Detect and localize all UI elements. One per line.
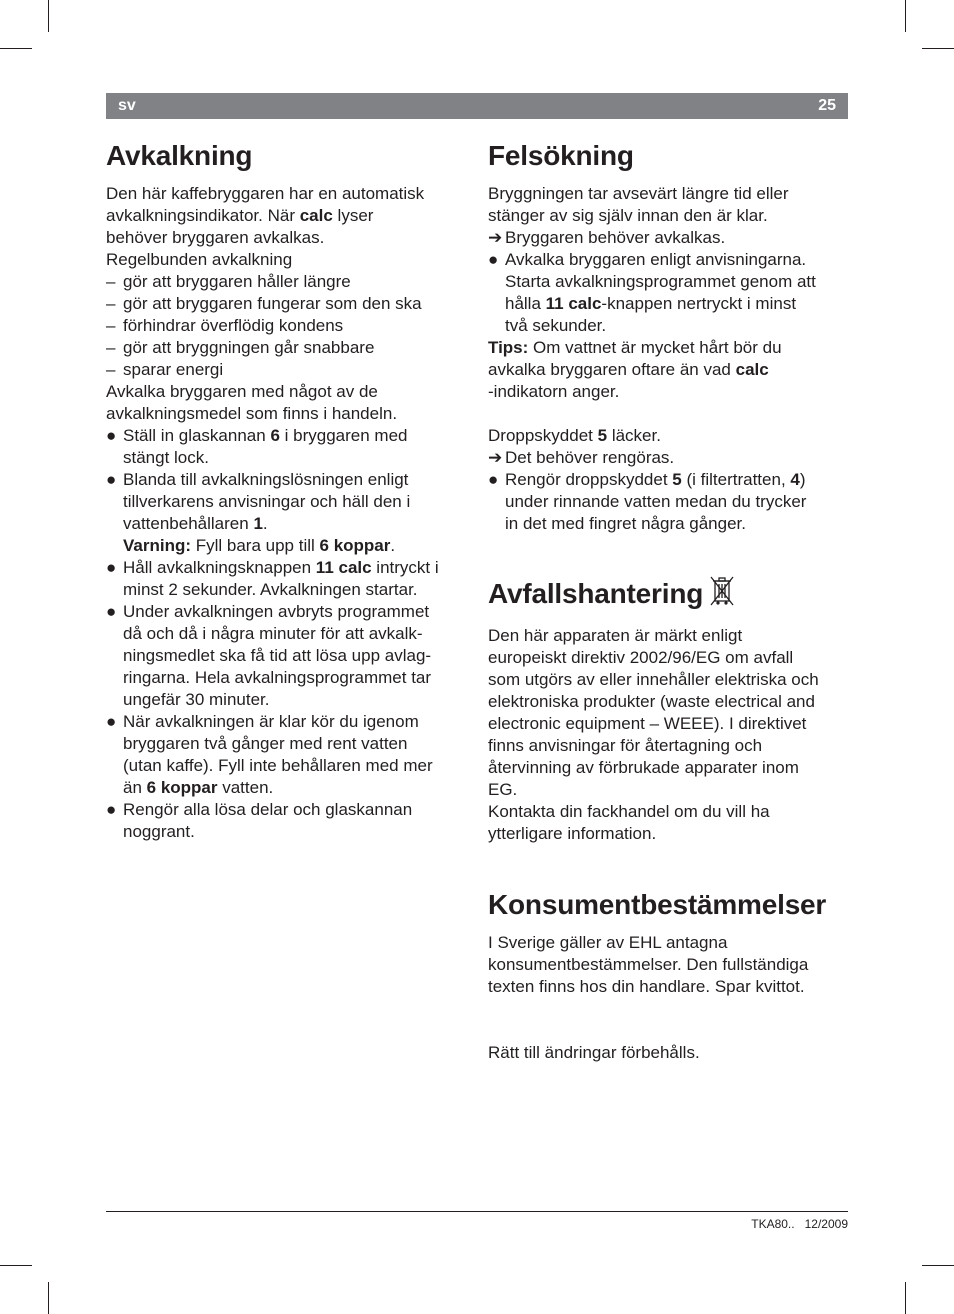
bullet-item: ● Avkalka bryggaren enligt anvisningarna. Starta avkalkningsprogrammet genom att hålla 11 calc-knappen nertryckt i minst två sekunder. [488,250,816,335]
crop-mark [905,0,906,32]
crop-mark [0,1265,32,1266]
text-line: stänger av sig själv innan den är klar. [488,206,768,225]
reservation-note: Rätt till ändringar förbehålls. [488,1043,700,1062]
dash-item: – gör att bryggningen går snabbare [106,338,375,357]
footer [741,1217,848,1231]
text-line: avkalkningsindikator. När calc lyser [106,206,374,225]
text-line: behöver bryggaren avkalkas. [106,228,325,247]
text-line: Bryggningen tar avsevärt längre tid eller [488,184,789,203]
text-line: -indikatorn anger. [488,382,620,401]
crop-mark [922,1265,954,1266]
bullet-item: ● Håll avkalkningsknappen 11 calc intryckt i minst 2 sekunder. Avkalkningen startar. [106,558,439,599]
language-code: sv [118,97,136,114]
avkalkning-body [106,183,470,843]
arrow-item: ➔ Bryggaren behöver avkalkas. [488,228,726,247]
text-line: Avkalka bryggaren med något av de [106,382,378,401]
bullet-item: ● Under avkalkningen avbryts programmet då och då i några minuter för att avkalk- ningsmedlet ska få tid att lösa upp avlag- ringarna. Hela avkalningsprogrammet tar ungefär 30 minuter. [106,602,432,709]
bullet-item: ● Ställ in glaskannan 6 i bryggaren med stängt lock. [106,426,408,467]
text-line: ytterligare information. [488,824,657,843]
bullet-item: ● När avkalkningen är klar kör du igenom bryggaren två gånger med rent vatten (utan kaffe). Fyll inte behållaren med mer än 6 koppar vatten. [106,712,433,797]
text-line: finns anvisningar för återtagning och [488,736,763,755]
page-number: 25 [818,97,836,114]
footer-rule [106,1211,848,1212]
text-line: som utgörs av eller innehåller elektriska och [488,670,819,689]
right-column [488,138,850,1064]
text-line: europeiskt direktiv 2002/96/EG om avfall [488,648,794,667]
left-column [106,138,470,843]
arrow-icon: ➔ [488,448,503,467]
text-line: Den här apparaten är märkt enligt [488,626,743,645]
section-title-avfallshantering: Avfallshantering [488,575,850,616]
tips-line: Tips: Om vattnet är mycket hårt bör du [488,338,782,357]
text-line: Den här kaffebryggaren har en automatisk [106,184,425,203]
bullet-item: ● Rengör alla lösa delar och glaskannan noggrant. [106,800,413,841]
felsokning-body [488,183,850,535]
bullet-item: ● Rengör droppskyddet 5 (i filtertratten, 4) under rinnande vatten medan du trycker in det med fingret några gånger. [488,470,807,533]
crop-mark [48,1282,49,1314]
dash-item: – gör att bryggaren fungerar som den ska [106,294,422,313]
text-line: Droppskyddet 5 läcker. [488,426,661,445]
crop-mark [905,1282,906,1314]
edition-date: 12/2009 [804,1217,848,1231]
text-line: EG. [488,780,518,799]
text-line: elektroniska produkter (waste electrical and [488,692,815,711]
text-line: electronic equipment – WEEE). I direktivet [488,714,807,733]
text-line: texten finns hos din handlare. Spar kvittot. [488,977,805,996]
model-number: TKA80.. [751,1217,795,1231]
dash-item: – förhindrar överflödig kondens [106,316,344,335]
text-line: återvinning av förbrukade apparater inom [488,758,799,777]
section-title-konsumentbestammelser: Konsumentbestämmelser [488,889,827,920]
text-line: Kontakta din fackhandel om du vill ha [488,802,770,821]
crossed-bin-icon [709,575,735,616]
text-line: konsumentbestämmelser. Den fullständiga [488,955,809,974]
konsumentbestammelser-body [488,932,850,998]
text-line: I Sverige gäller av EHL antagna [488,933,728,952]
avfallshantering-body [488,625,850,845]
section-title-felsokning: Felsökning [488,140,634,171]
header-bar [106,93,848,119]
section-title-avkalkning: Avkalkning [106,140,253,171]
crop-mark [0,48,32,49]
text-line: avkalka bryggaren oftare än vad calc [488,360,769,379]
crop-mark [48,0,49,32]
dash-item: – gör att bryggaren håller längre [106,272,351,291]
arrow-item: ➔ Det behöver rengöras. [488,448,675,467]
text-line: avkalkningsmedel som finns i handeln. [106,404,398,423]
dash-item: – sparar energi [106,360,224,379]
crop-mark [922,48,954,49]
text-line: Regelbunden avkalkning [106,250,293,269]
arrow-icon: ➔ [488,228,503,247]
bullet-item: ● Blanda till avkalkningslösningen enligt tillverkarens anvisningar och häll den i vattenbehållaren 1. Varning: Fyll bara upp till 6 koppar. [106,470,411,555]
